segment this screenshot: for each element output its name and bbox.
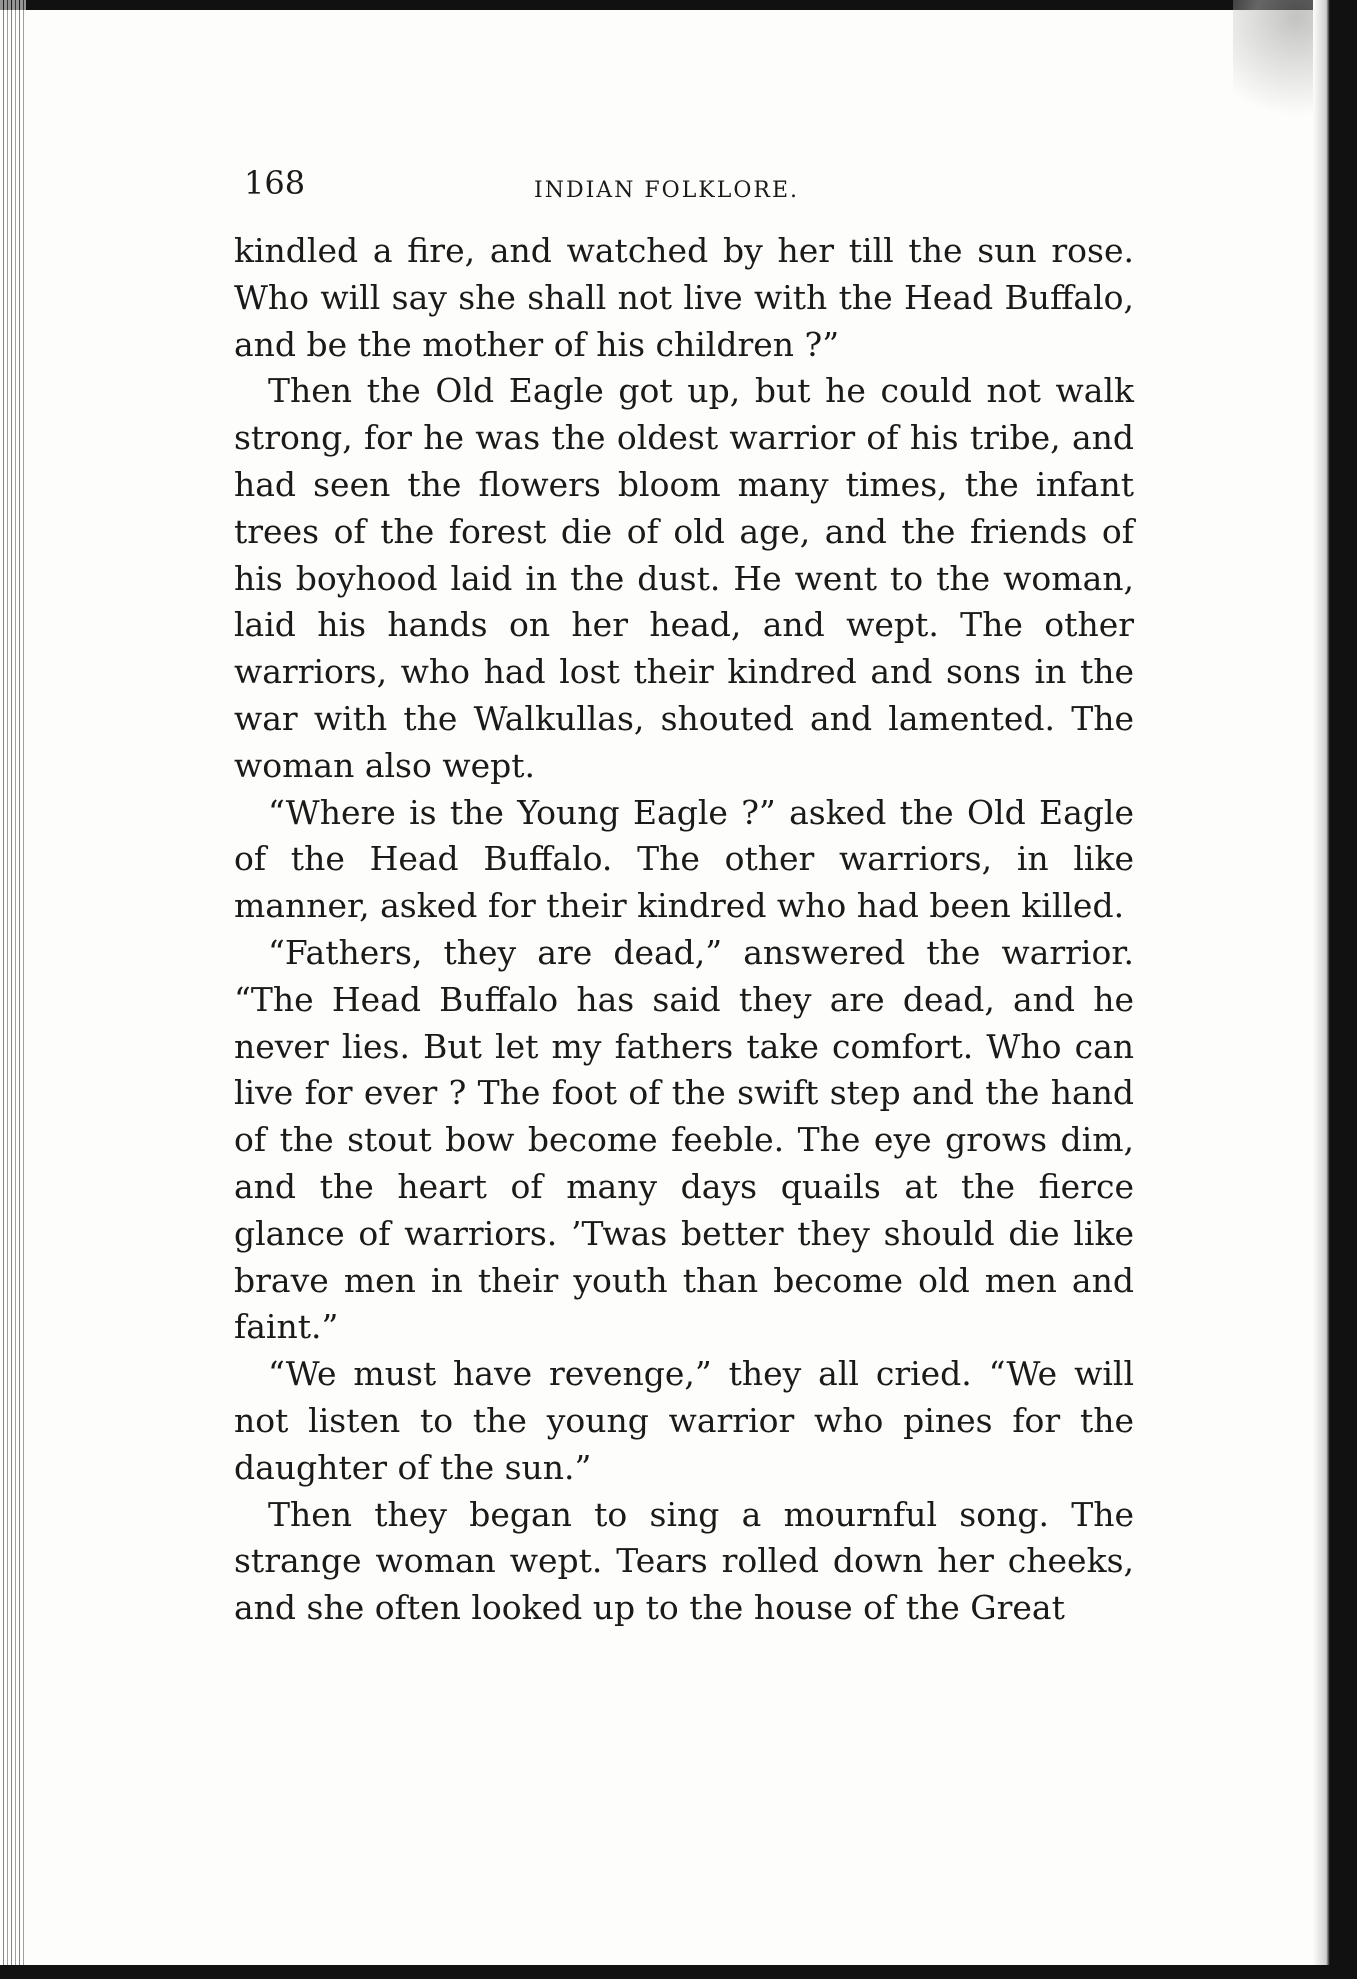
running-head: INDIAN FOLKLORE. <box>534 178 800 203</box>
paragraph-3: “Where is the Young Eagle ?” asked the Old Eagle of the Head Buffalo. The other warriors, in like manner, asked for their kindred who had been killed. <box>234 792 1134 926</box>
paragraph-6: Then they began to sing a mournful song. The strange woman wept. Tears rolled down her cheeks, and she often looked up to the house of the Great <box>234 1494 1134 1628</box>
scan-bottom-edge <box>0 1965 1357 1979</box>
page-header <box>234 160 1134 220</box>
scan-right-edge <box>1313 0 1357 1979</box>
scan-left-edge <box>0 0 26 1979</box>
paragraph-2: Then the Old Eagle got up, but he could not walk strong, for he was the oldest warrior of his tribe, and had seen the flowers bloom many times, the infant trees of the forest die of old age, and the friends of his boyhood laid in the dust. He went to the woman, laid his hands on her head, and wept. The other warriors, who had lost their kindred and sons in the war with the Walkullas, shouted and lamented. The woman also wept. <box>234 371 1134 785</box>
scan-speckle <box>1233 0 1313 170</box>
scan-top-edge <box>0 0 1357 10</box>
paragraph-4: “Fathers, they are dead,” answered the warrior. “The Head Buffalo has said they are dead, and he never lies. But let my fathers take comfort. Who can live for ever ? The foot of the swift step and the hand of the stout bow become feeble. The eye grows dim, and the heart of many days quails at the fierce glance of warriors. ’Twas better they should die like brave men in their youth than become old men and faint.” <box>234 932 1134 1347</box>
page-number: 168 <box>244 164 306 202</box>
book-page <box>234 160 1134 1632</box>
page-body <box>234 228 1134 1632</box>
paragraph-5: “We must have revenge,” they all cried. “We will not listen to the young warrior who pines for the daughter of the sun.” <box>234 1354 1134 1487</box>
paragraph-1: kindled a fire, and watched by her till the sun rose. Who will say she shall not live with the Head Buffalo, and be the mother of his children ?” <box>234 231 1134 364</box>
